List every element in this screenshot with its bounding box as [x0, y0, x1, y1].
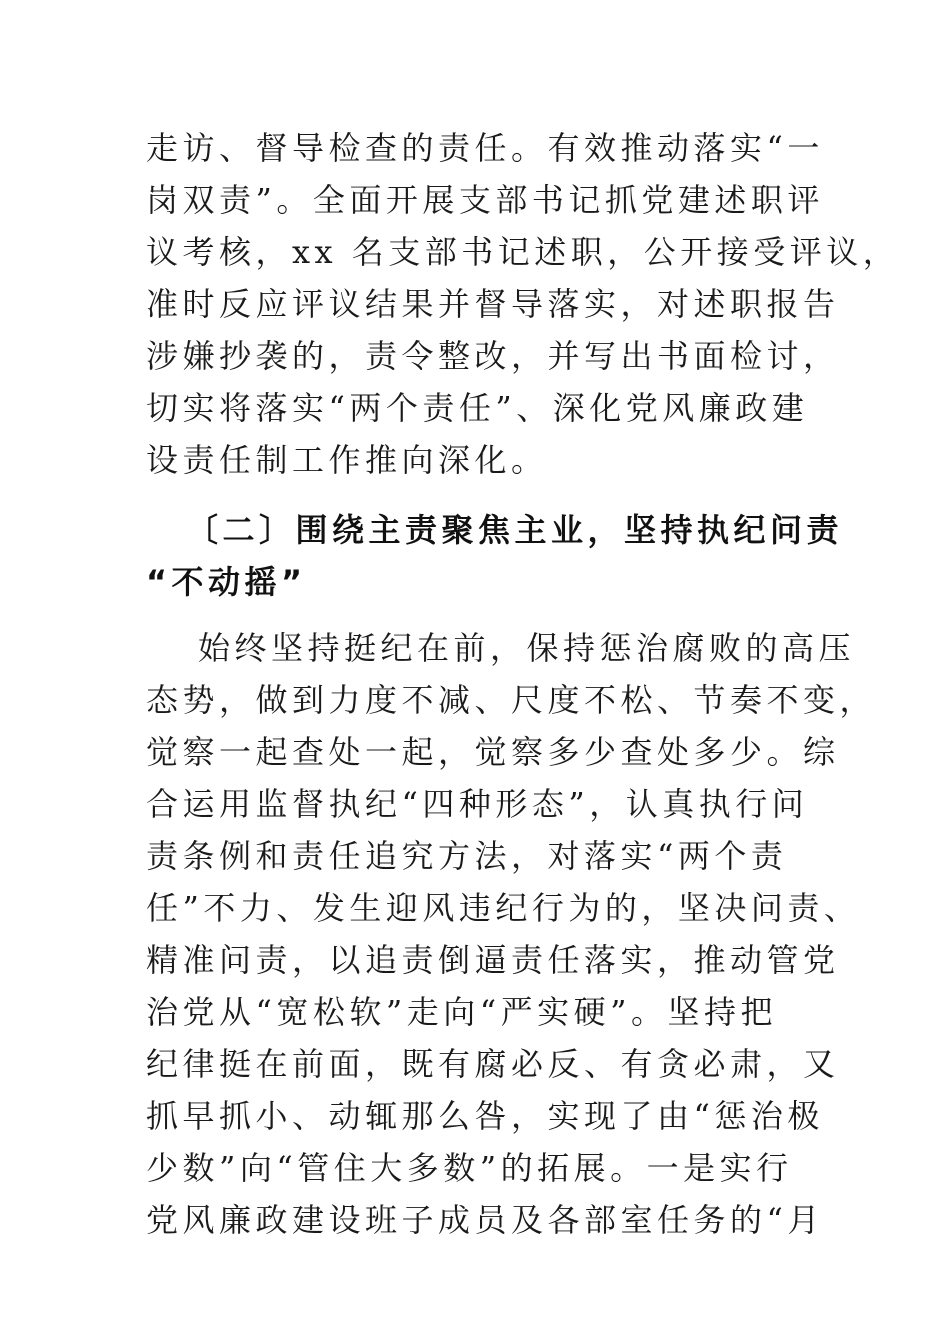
text-line: 始终坚持挺纪在前，保持惩治腐败的高压: [198, 629, 856, 667]
text-line: 议考核，xx 名支部书记述职，公开接受评议，: [146, 233, 900, 271]
text-line: 准时反应评议结果并督导落实，对述职报告: [146, 285, 840, 323]
text-line: 觉察一起查处一起，觉察多少查处多少。综: [146, 733, 840, 771]
text-line: 精准问责，以追责倒逼责任落实，推动管党: [146, 941, 840, 979]
text-line: 责条例和责任追究方法，对落实“两个责: [146, 837, 788, 875]
text-line: 涉嫌抄袭的，责令整改，并写出书面检讨，: [146, 337, 840, 375]
text-line: 党风廉政建设班子成员及各部室任务的“月: [146, 1201, 824, 1239]
text-line: 纪律挺在前面，既有腐必反、有贪必肃，又: [146, 1045, 840, 1083]
document-body: [146, 122, 900, 1246]
paragraph-discipline: [146, 622, 877, 1246]
text-line: 治党从“宽松软”走向“严实硬”。坚持把: [146, 993, 777, 1031]
text-line: 设责任制工作推向深化。: [146, 441, 548, 479]
heading-line: 〔二〕围绕主责聚焦主业，坚持执纪问责: [186, 511, 844, 549]
paragraph-responsibility: [146, 122, 900, 486]
heading-line: “不动摇”: [146, 563, 307, 601]
section-heading: [146, 504, 844, 608]
text-line: 合运用监督执纪“四种形态”，认真执行问: [146, 785, 809, 823]
text-line: 切实将落实“两个责任”、深化党风廉政建: [146, 389, 809, 427]
text-line: 态势，做到力度不减、尺度不松、节奏不变，: [146, 681, 877, 719]
text-line: 任”不力、发生迎风违纪行为的，坚决问责、: [146, 889, 861, 927]
text-line: 走访、督导检查的责任。有效推动落实“一: [146, 129, 824, 167]
text-line: 少数”向“管住大多数”的拓展。一是实行: [146, 1149, 793, 1187]
text-line: 抓早抓小、动辄那么咎，实现了由“惩治极: [146, 1097, 824, 1135]
text-line: 岗双责”。全面开展支部书记抓党建述职评: [146, 181, 824, 219]
